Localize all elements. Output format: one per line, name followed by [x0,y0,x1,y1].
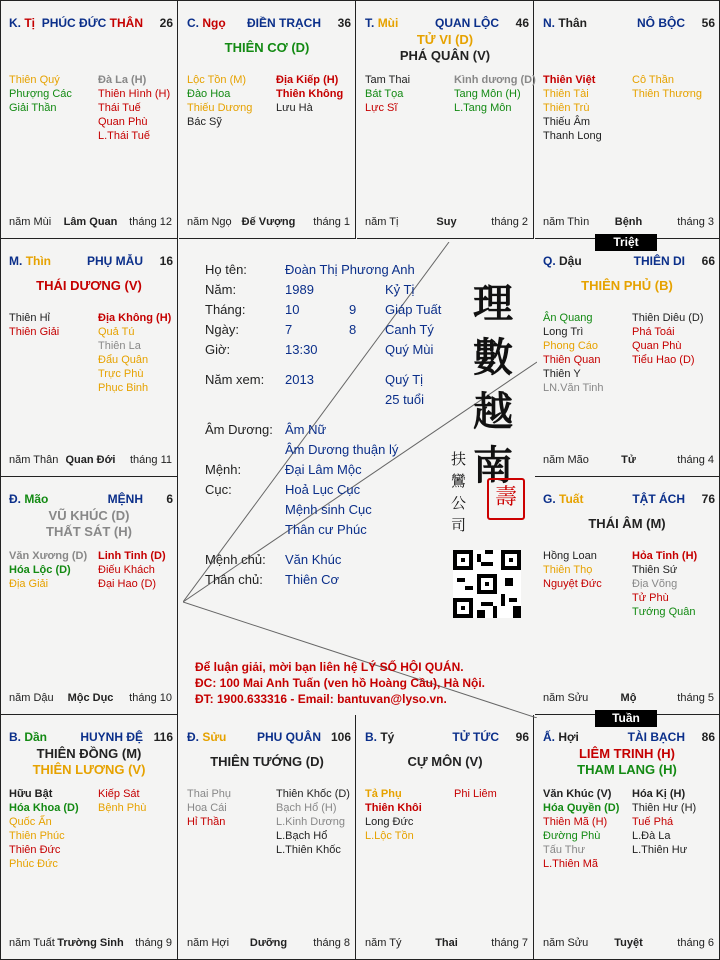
palace-month: tháng 5 [677,692,714,704]
palace-branch: Sửu [202,730,227,744]
star-left: Thai Phụ [187,788,232,800]
info-canchi: Quý Tị [385,372,424,387]
main-star: THIÊN CƠ (D) [224,40,310,55]
palace-stem: N. [543,16,555,30]
star-left: Thiên Thọ [543,564,593,576]
palace-stem-branch [9,730,47,744]
palace-year: năm Tuất [9,937,55,949]
than-marker: THÂN [109,16,143,30]
star-right: Thiên Diêu (D) [632,312,704,324]
palace-name: PHỤ MẪU [87,254,143,268]
palace-branch: Tuất [559,492,584,506]
palace-footer [365,216,528,230]
palace-than [535,1,719,239]
main-star: PHÁ QUÂN (V) [399,48,491,63]
info-canchi: 25 tuổi [385,392,425,407]
palace-branch: Ngọ [202,16,226,30]
palace-mui [357,1,534,239]
star-left: Quốc Ấn [9,816,52,828]
seal-char: 扶 [451,450,467,468]
star-left: Đào Hoa [187,88,231,100]
palace-month: tháng 8 [313,937,350,949]
star-right: Phi Liêm [454,788,497,800]
palace-stem: G. [543,492,556,506]
info-lunar-value: 8 [349,322,357,337]
palace-ngo [179,1,356,239]
palace-state: Mộc Dục [67,692,114,704]
main-star: TỬ VI (D) [416,32,474,47]
main-star: LIÊM TRINH (H) [578,746,676,761]
palace-footer [543,216,714,230]
star-left: Lực Sĩ [365,102,398,114]
contact-line: ĐC: 100 Mai Anh Tuấn (ven hồ Hoàng Cầu), Hà Nội. [195,676,486,690]
tuan-marker: Tuần [595,710,657,727]
palace-month: tháng 12 [129,216,172,228]
info-canchi: Canh Tý [385,322,434,337]
info-value: Âm Dương thuận lý [285,442,399,457]
star-right: Thiên Sứ [632,564,678,576]
palace-year: năm Dậu [9,692,54,704]
star-left: LN.Văn Tinh [543,382,604,394]
star-left: Thiên Mã (H) [543,816,608,828]
star-right: Thiên Hư (H) [632,802,697,814]
palace-stem: Đ. [9,492,21,506]
palace-year: năm Ngọ [187,216,232,228]
palace-ty [357,715,534,959]
info-value: 13:30 [285,342,318,357]
star-right: Tướng Quân [632,606,696,618]
palace-mao [1,477,178,715]
palace-name: QUAN LỘC [435,16,499,30]
star-left: Hoa Cái [187,802,227,814]
star-left: Thiên Tài [543,88,589,100]
palace-name: THIÊN DI [633,254,685,268]
palace-branch: Mão [24,492,49,506]
palace-stem-branch [9,492,48,506]
info-value: Thân cư Phúc [285,522,367,537]
palace-footer [543,937,714,951]
star-left: Thiên Trù [543,102,590,114]
palace-footer [9,692,172,706]
star-right: Bạch Hổ (H) [276,802,337,814]
palace-month: tháng 7 [491,937,528,949]
info-value: Văn Khúc [285,552,342,567]
star-left: Thiên Phúc [9,830,65,842]
palace-footer [9,454,172,468]
star-left: Bác Sỹ [187,116,222,128]
star-left: Thiếu Âm [543,116,591,128]
star-right: L.Thiên Hư [632,844,688,856]
star-left: Long Trì [543,326,584,338]
palace-name: PHÚC ĐỨC THÂN [41,16,143,30]
seal-stamp: 壽 [487,478,525,520]
star-left: Hóa Lộc (D) [9,564,71,576]
star-left: Tấu Thư [543,844,586,856]
star-left: Thiên Việt [543,74,596,86]
star-right: Hỏa Tinh (H) [632,550,698,562]
star-right: Thiên Hình (H) [98,88,171,100]
star-right: Tang Môn (H) [454,88,521,100]
star-left: Lộc Tồn (M) [187,74,247,86]
star-right: Thiên La [98,340,141,352]
star-left: Thiên Giải [9,326,60,338]
palace-name: ĐIỀN TRẠCH [247,16,321,30]
info-label: Mệnh: [205,462,242,477]
palace-age: 6 [166,492,173,506]
star-left: Phượng Các [9,88,72,100]
star-left: Giải Thần [9,102,57,114]
palace-footer [365,937,528,951]
star-right: Linh Tinh (D) [98,550,166,562]
palace-name: TÀI BẠCH [627,730,685,744]
palace-dan [1,715,178,959]
info-value: 1989 [285,282,314,297]
palace-state: Bệnh [614,216,643,228]
star-left: Phong Cáo [543,340,599,352]
contact-line: Để luận giải, mời bạn liên hệ LÝ SỐ HỘI QUÁN. [195,660,464,674]
main-star: CỰ MÔN (V) [407,754,483,769]
palace-stem: K. [9,16,21,30]
palace-tuat [535,477,719,715]
seal-char: 公 [451,494,467,512]
star-right: Kình dương (D) [454,74,536,86]
palace-name: PHU QUÂN [256,730,321,744]
palace-age: 106 [330,730,351,744]
calligraphy-char: 數 [473,334,513,381]
star-left: L.Lộc Tồn [365,830,414,842]
star-right: Tử Phù [632,592,669,604]
star-right: L.Tang Môn [454,102,512,114]
palace-month: tháng 9 [135,937,172,949]
info-label: Cục: [205,482,232,497]
star-left: Ân Quang [543,312,593,324]
info-label: Mệnh chủ: [205,552,266,567]
star-right: Cô Thần [632,74,674,86]
palace-state: Tuyệt [614,937,643,949]
star-left: Đường Phù [543,830,601,842]
palace-age: 116 [153,730,173,744]
palace-age: 76 [701,492,715,506]
info-canchi: Kỷ Tị [385,282,415,297]
info-value: 2013 [285,372,314,387]
palace-state: Dưỡng [249,937,288,949]
palace-stem-branch [365,730,394,744]
palace-thin [1,239,178,477]
info-value: Đoàn Thị Phương Anh [285,262,415,277]
palace-branch: Thân [558,16,588,30]
star-right: Quan Phù [98,116,148,128]
palace-month: tháng 6 [677,937,714,949]
palace-branch: Thìn [25,254,52,268]
star-left: Long Đức [365,816,414,828]
palace-footer [187,216,350,230]
star-left: Văn Khúc (V) [543,788,612,800]
calligraphy-char: 理 [473,280,513,327]
star-left: Thiếu Dương [187,102,253,114]
palace-month: tháng 11 [129,454,172,466]
star-left: Hóa Khoa (D) [9,802,79,814]
star-left: Bát Tọa [365,88,404,100]
palace-month: tháng 1 [313,216,350,228]
star-left: Hỉ Thần [187,816,226,828]
star-left: Hóa Quyền (D) [543,802,620,814]
palace-stem-branch [543,730,579,744]
star-left: Tam Thai [365,74,411,86]
info-label: Âm Dương: [205,422,273,437]
star-left: Nguyệt Đức [543,578,602,590]
palace-stem-branch [9,16,35,30]
palace-age: 26 [159,16,173,30]
palace-stem: B. [9,730,21,744]
palace-age: 16 [159,254,173,268]
info-label: Thân chủ: [205,572,263,587]
info-label: Tháng: [205,302,246,317]
palace-month: tháng 3 [677,216,714,228]
palace-month: tháng 2 [491,216,528,228]
info-label: Năm: [205,282,237,297]
palace-name: TỬ TỨC [452,730,499,744]
center-info-panel [183,242,537,718]
palace-footer [9,937,172,951]
star-right: Thiên Thương [632,88,703,100]
palace-branch: Tị [24,16,36,30]
palace-branch: Mùi [377,16,399,30]
palace-month: tháng 10 [129,692,172,704]
palace-state: Suy [436,216,457,228]
palace-year: năm Tý [365,937,402,949]
info-value: Mệnh sinh Cục [285,502,372,517]
main-star: THÁI DƯƠNG (V) [36,278,142,293]
info-value: Âm Nữ [285,422,327,437]
star-right: Phục Binh [98,382,149,394]
star-left: Địa Giải [9,578,49,590]
palace-year: năm Mão [543,454,589,466]
main-star: VŨ KHÚC (D) [48,508,130,523]
qr-code [453,550,521,618]
star-left: Thanh Long [543,130,602,142]
star-left: Thiên Quan [543,354,601,366]
star-right: Thiên Khốc (D) [276,788,350,800]
star-right: Lưu Hà [276,102,313,114]
main-star: THIÊN PHỦ (B) [581,278,673,293]
star-right: Đà La (H) [98,74,147,86]
seal-char: 司 [451,516,467,534]
palace-year: năm Sửu [543,937,589,949]
star-left: Phúc Đức [9,858,58,870]
palace-ti [1,1,178,239]
palace-year: năm Thân [9,454,59,466]
star-right: Điếu Khách [98,564,155,576]
star-right: Địa Kiếp (H) [276,74,339,86]
palace-footer [187,937,350,951]
palace-year: năm Tị [365,216,399,228]
star-right: Địa Võng [632,578,678,590]
palace-age: 56 [701,16,715,30]
main-star: THAM LANG (H) [577,762,677,777]
palace-suu [179,715,356,959]
main-star: THIÊN TƯỚNG (D) [210,754,324,769]
palace-stem: Ấ. [543,730,555,744]
star-right: L.Bạch Hổ [276,830,328,842]
palace-state: Đế Vượng [241,216,296,228]
palace-dau [535,239,719,477]
info-value: 10 [285,302,300,317]
star-right: Quả Tú [98,326,135,338]
star-right: Đẩu Quân [98,354,149,366]
info-label: Họ tên: [205,262,247,277]
palace-branch: Dậu [559,254,582,268]
palace-state: Mộ [620,692,637,704]
info-value: Đại Lâm Mộc [285,462,362,477]
palace-stem: T. [365,16,375,30]
star-right: L.Thái Tuế [98,130,150,142]
info-value: Thiên Cơ [285,572,340,587]
star-right: Phá Toái [632,326,675,338]
info-label: Năm xem: [205,372,265,387]
palace-stem-branch [187,16,226,30]
star-right: L.Đà La [632,830,671,842]
palace-stem-branch [9,254,51,268]
star-left: Hữu Bật [9,788,53,800]
palace-age: 86 [701,730,715,744]
star-right: L.Thiên Khốc [276,844,341,856]
palace-footer [543,692,714,706]
triet-marker: Triệt [595,234,657,251]
palace-state: Lâm Quan [63,216,118,228]
palace-branch: Dần [24,730,48,744]
star-left: L.Thiên Mã [543,858,599,870]
palace-year: năm Mùi [9,216,52,228]
palace-stem-branch [543,492,583,506]
star-right: Địa Không (H) [98,312,172,324]
star-right: Thái Tuế [98,102,141,114]
palace-footer [9,216,172,230]
palace-stem-branch [543,254,582,268]
palace-stem: Q. [543,254,556,268]
star-left: Tả Phụ [365,788,402,800]
palace-stem-branch [187,730,226,744]
palace-name: TẬT ÁCH [632,492,685,506]
star-right: Đại Hao (D) [98,578,157,590]
star-left: Thiên Y [543,368,581,380]
palace-age: 46 [515,16,529,30]
palace-year: năm Sửu [543,692,589,704]
palace-stem: C. [187,16,199,30]
palace-branch: Hợi [558,730,579,744]
palace-stem: B. [365,730,377,744]
palace-branch: Tý [380,730,395,744]
palace-stem: Đ. [187,730,199,744]
info-value: 7 [285,322,293,337]
info-canchi: Quý Mùi [385,342,434,357]
star-right: L.Kinh Dương [276,816,346,828]
main-star: THIÊN ĐỒNG (M) [36,746,142,761]
star-right: Bệnh Phù [98,802,147,814]
star-right: Hóa Kị (H) [632,788,686,800]
star-right: Tuế Phá [632,816,674,828]
info-lunar-value: 9 [349,302,357,317]
palace-month: tháng 4 [677,454,714,466]
calligraphy-char: 越 [473,388,513,435]
main-star: THÁI ÂM (M) [588,516,666,531]
palace-age: 66 [701,254,715,268]
info-value: Hoả Lục Cục [285,482,361,497]
star-left: Hồng Loan [543,550,597,562]
info-canchi: Giáp Tuất [385,302,442,317]
star-left: Văn Xương (D) [9,550,88,562]
contact-line: ĐT: 1900.633316 - Email: bantuvan@lyso.vn. [195,692,447,706]
calligraphy-char: 南 [473,442,513,489]
star-right: Quan Phù [632,340,682,352]
palace-state: Thai [435,937,458,949]
star-right: Kiếp Sát [98,788,140,800]
star-right: Tiểu Hao (D) [632,354,695,366]
palace-year: năm Hợi [187,937,230,949]
palace-state: Quan Đới [65,454,116,466]
info-label: Giờ: [205,342,231,357]
palace-age: 36 [337,16,351,30]
star-left: Thiên Hỉ [9,312,50,324]
palace-name: MỆNH [107,492,143,506]
palace-age: 96 [515,730,529,744]
star-right: Trực Phù [98,368,144,380]
palace-stem-branch [543,16,587,30]
palace-footer [543,454,714,468]
palace-hoi [535,715,719,959]
seal-char: 鸞 [451,472,467,490]
star-left: Thiên Khôi [365,802,422,814]
star-left: Thiên Đức [9,844,61,856]
star-left: Thiên Quý [9,74,60,86]
star-right: Thiên Không [276,88,344,100]
palace-year: năm Thìn [543,216,590,228]
palace-name: HUYNH ĐỆ [80,730,143,744]
info-label: Ngày: [205,322,239,337]
palace-name: NÔ BỘC [637,16,685,30]
palace-stem: M. [9,254,23,268]
palace-state: Tử [621,454,636,466]
main-star: THIÊN LƯƠNG (V) [32,762,146,777]
main-star: THẤT SÁT (H) [46,524,132,539]
palace-state: Trường Sinh [57,937,124,949]
palace-stem-branch [365,16,398,30]
